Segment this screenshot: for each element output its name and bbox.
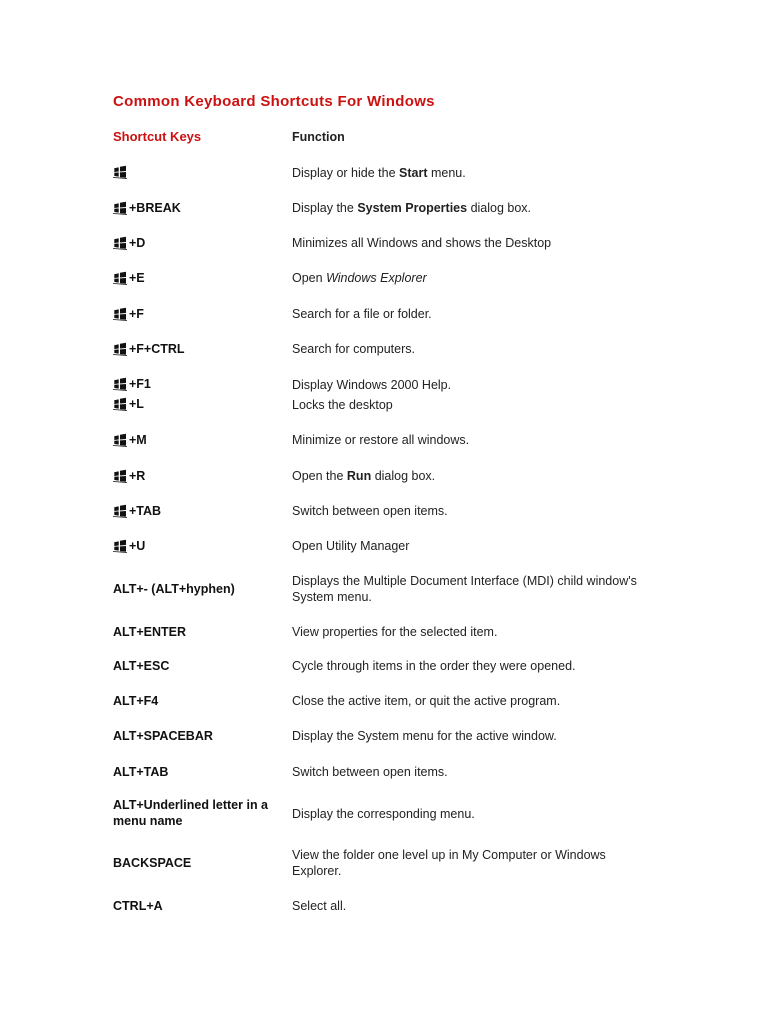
shortcut-key-text: ALT+- (ALT+hyphen) xyxy=(113,582,235,596)
function-text: Open xyxy=(292,271,327,285)
shortcut-key-text: +F1 xyxy=(129,377,151,391)
function-text: View properties for the selected item. xyxy=(292,625,498,639)
shortcut-function xyxy=(292,270,652,286)
shortcut-key xyxy=(113,764,283,780)
shortcut-key-text: CTRL+A xyxy=(113,899,163,913)
windows-logo-icon xyxy=(113,271,128,285)
function-text: dialog box. xyxy=(371,469,436,483)
shortcut-key xyxy=(113,624,283,640)
shortcut-key-text: +R xyxy=(129,469,146,483)
function-text: Select all. xyxy=(292,899,347,913)
function-text: Display or hide the xyxy=(292,166,400,180)
shortcut-function xyxy=(292,165,652,181)
shortcut-key xyxy=(113,898,283,914)
shortcut-key xyxy=(113,797,283,829)
shortcut-function xyxy=(292,806,652,822)
shortcut-function xyxy=(292,538,652,554)
shortcut-key-text: +F+CTRL xyxy=(129,342,185,356)
function-text: Locks the desktop xyxy=(292,398,393,412)
shortcut-key xyxy=(113,200,283,216)
windows-logo-icon xyxy=(113,307,128,321)
shortcut-key xyxy=(113,503,283,519)
function-text: Display the System menu for the active window. xyxy=(292,729,557,743)
emphasis-bold: Run xyxy=(346,469,372,483)
shortcut-function xyxy=(292,728,652,744)
shortcut-key-text: +M xyxy=(129,433,147,447)
shortcut-key-text: +TAB xyxy=(129,504,162,518)
shortcut-key xyxy=(113,693,283,709)
windows-logo-icon xyxy=(113,342,128,356)
document-title: Common Keyboard Shortcuts For Windows xyxy=(113,93,435,110)
emphasis-italic: Windows Explorer xyxy=(326,271,427,285)
column-header-shortcut-keys: Shortcut Keys xyxy=(113,129,202,144)
shortcut-function xyxy=(292,847,652,879)
function-text: Close the active item, or quit the active program. xyxy=(292,694,561,708)
shortcut-function xyxy=(292,573,652,605)
shortcut-function xyxy=(292,397,652,413)
function-text: Open the xyxy=(292,469,347,483)
shortcut-key xyxy=(113,468,283,484)
shortcut-key-text: ALT+ENTER xyxy=(113,625,187,639)
function-text: Display Windows 2000 Help. xyxy=(292,378,452,392)
shortcut-key-text: +E xyxy=(129,271,145,285)
function-text: menu. xyxy=(427,166,466,180)
windows-logo-icon xyxy=(113,201,128,215)
shortcut-function xyxy=(292,898,652,914)
shortcut-function xyxy=(292,503,652,519)
shortcut-key-text: +F xyxy=(129,307,144,321)
shortcut-key xyxy=(113,376,283,392)
function-text: Switch between open items. xyxy=(292,504,448,518)
function-text: View the folder one level up in My Computer or Windows Explorer. xyxy=(292,848,606,878)
shortcut-function xyxy=(292,306,652,322)
shortcut-function xyxy=(292,341,652,357)
shortcut-function xyxy=(292,693,652,709)
shortcut-key xyxy=(113,658,283,674)
shortcut-key-text: ALT+F4 xyxy=(113,694,159,708)
function-text: Search for computers. xyxy=(292,342,415,356)
emphasis-bold: System Properties xyxy=(357,201,468,215)
function-text: Display the xyxy=(292,201,358,215)
shortcut-function xyxy=(292,764,652,780)
function-text: Minimizes all Windows and shows the Desktop xyxy=(292,236,552,250)
shortcut-key xyxy=(113,581,283,597)
shortcut-key xyxy=(113,270,283,286)
shortcut-key-text: +U xyxy=(129,539,146,553)
shortcut-key xyxy=(113,396,283,412)
emphasis-bold: Start xyxy=(399,166,428,180)
shortcut-function xyxy=(292,468,652,484)
function-text: Displays the Multiple Document Interface (MDI) child window's System menu. xyxy=(292,574,637,604)
shortcut-key-text: ALT+SPACEBAR xyxy=(113,729,213,743)
function-text: Display the corresponding menu. xyxy=(292,807,475,821)
shortcut-key-text: ALT+TAB xyxy=(113,765,169,779)
shortcut-function xyxy=(292,658,652,674)
column-header-function: Function xyxy=(292,130,345,144)
shortcut-function xyxy=(292,624,652,640)
windows-logo-icon xyxy=(113,539,128,553)
shortcut-key-text: +D xyxy=(129,236,146,250)
function-text: Open Utility Manager xyxy=(292,539,410,553)
shortcut-key xyxy=(113,165,283,179)
shortcut-key xyxy=(113,728,283,744)
shortcut-key-text: +L xyxy=(129,397,144,411)
function-text: dialog box. xyxy=(467,201,532,215)
shortcut-key xyxy=(113,855,283,871)
function-text: Cycle through items in the order they were opened. xyxy=(292,659,576,673)
windows-logo-icon xyxy=(113,377,128,391)
shortcut-key xyxy=(113,306,283,322)
shortcut-key xyxy=(113,341,283,357)
shortcut-key-text: BACKSPACE xyxy=(113,856,192,870)
windows-logo-icon xyxy=(113,165,128,179)
windows-logo-icon xyxy=(113,397,128,411)
shortcut-key xyxy=(113,432,283,448)
shortcut-key xyxy=(113,538,283,554)
function-text: Switch between open items. xyxy=(292,765,448,779)
shortcut-function xyxy=(292,235,652,251)
shortcut-key-text: ALT+Underlined letter in a menu name xyxy=(113,798,268,828)
shortcut-key-text: ALT+ESC xyxy=(113,659,170,673)
shortcut-key-text: +BREAK xyxy=(129,201,181,215)
windows-logo-icon xyxy=(113,469,128,483)
function-text: Minimize or restore all windows. xyxy=(292,433,470,447)
windows-logo-icon xyxy=(113,504,128,518)
shortcut-function xyxy=(292,200,652,216)
shortcut-function xyxy=(292,432,652,448)
function-text: Search for a file or folder. xyxy=(292,307,432,321)
shortcut-function xyxy=(292,377,652,393)
windows-logo-icon xyxy=(113,433,128,447)
windows-logo-icon xyxy=(113,236,128,250)
shortcut-key xyxy=(113,235,283,251)
